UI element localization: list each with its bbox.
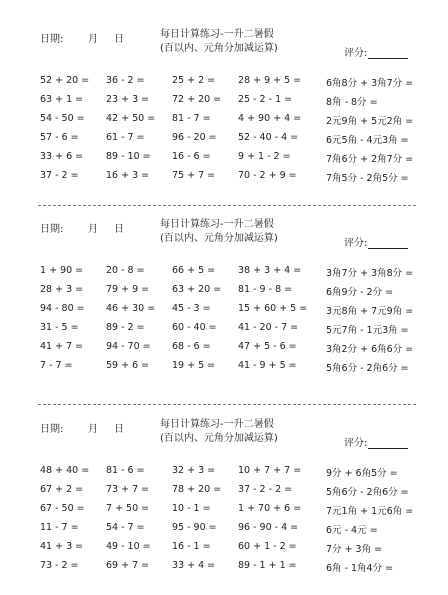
problem: 11 - 7 = [40, 522, 79, 533]
day-label: 日 [114, 224, 124, 235]
problem: 23 + 3 = [106, 94, 150, 105]
problem: 7 + 50 = [106, 503, 150, 514]
day-label: 日 [114, 424, 124, 435]
problem: 75 + 7 = [172, 170, 216, 181]
problem: 3角2分 + 6角6分 = [326, 344, 414, 355]
problem: 3元8角 + 7元9角 = [326, 306, 414, 317]
problem: 47 + 5 - 6 = [238, 341, 297, 352]
problem-row [40, 541, 420, 560]
problem: 6元5角 - 4元3角 = [326, 135, 409, 146]
problem: 89 - 10 = [106, 151, 151, 162]
problem: 73 + 7 = [106, 484, 150, 495]
score-field [344, 234, 408, 249]
problem: 95 - 90 = [172, 522, 217, 533]
problem: 7角6分 + 2角7分 = [326, 154, 414, 165]
problem: 89 - 2 = [106, 322, 145, 333]
problem: 6元 - 4元 = [326, 525, 378, 536]
problem: 6角9分 - 2分 = [326, 287, 394, 298]
worksheet-section-2 [0, 190, 448, 380]
problem-grid [40, 75, 420, 189]
problem-row [40, 560, 420, 579]
problem: 8角 - 8分 = [326, 97, 378, 108]
date-label: 日期: [40, 424, 64, 435]
month-label: 月 [88, 424, 98, 435]
problem-row [40, 484, 420, 503]
problem: 28 + 9 + 5 = [238, 75, 302, 86]
problem: 5角6分 - 2角6分 = [326, 487, 409, 498]
worksheet-title-block [160, 218, 278, 246]
problem: 19 + 5 = [172, 360, 216, 371]
problem: 81 - 7 = [172, 113, 211, 124]
problem-row [40, 360, 420, 379]
date-line [40, 30, 124, 45]
problem: 15 + 60 + 5 = [238, 303, 308, 314]
problem-row [40, 170, 420, 189]
worksheet-section-1 [0, 0, 448, 190]
problem: 94 - 80 = [40, 303, 85, 314]
problem-row [40, 113, 420, 132]
problem: 81 - 9 - 8 = [238, 284, 293, 295]
problem-row [40, 522, 420, 541]
worksheet-subtitle: (百以内、元角分加减运算) [160, 233, 278, 244]
problem: 52 + 20 = [40, 75, 90, 86]
problem: 3角7分 + 3角8分 = [326, 268, 414, 279]
score-label: 评分: [344, 438, 368, 449]
date-line [40, 420, 124, 435]
problem: 67 + 2 = [40, 484, 84, 495]
problem: 16 - 1 = [172, 541, 211, 552]
problem: 54 - 7 = [106, 522, 145, 533]
problem: 69 + 7 = [106, 560, 150, 571]
problem: 60 + 1 - 2 = [238, 541, 297, 552]
problem: 73 - 2 = [40, 560, 79, 571]
problem: 94 - 70 = [106, 341, 151, 352]
problem: 52 - 40 - 4 = [238, 132, 299, 143]
problem: 33 + 6 = [40, 151, 84, 162]
problem: 89 - 1 + 1 = [238, 560, 297, 571]
problem: 1 + 90 = [40, 265, 84, 276]
problem: 78 + 20 = [172, 484, 222, 495]
problem: 7元1角 + 1元6角 = [326, 506, 414, 517]
problem: 70 - 2 + 9 = [238, 170, 297, 181]
score-label: 评分: [344, 48, 368, 59]
problem: 36 - 2 = [106, 75, 145, 86]
problem: 6角8分 + 3角7分 = [326, 78, 414, 89]
problem: 67 - 50 = [40, 503, 85, 514]
problem: 66 + 5 = [172, 265, 216, 276]
problem-row [40, 151, 420, 170]
problem: 7 - 7 = [40, 360, 73, 371]
score-blank[interactable] [368, 48, 408, 59]
problem: 10 + 7 + 7 = [238, 465, 302, 476]
problem: 63 + 20 = [172, 284, 222, 295]
problem: 25 - 2 - 1 = [238, 94, 293, 105]
worksheet-title: 每日计算练习-一升二暑假 [160, 29, 274, 40]
problem-row [40, 322, 420, 341]
problem: 5元7角 - 1元3角 = [326, 325, 409, 336]
problem: 9分 + 6角5分 = [326, 468, 398, 479]
problem-row [40, 303, 420, 322]
problem: 41 - 9 + 5 = [238, 360, 297, 371]
problem: 96 - 90 - 4 = [238, 522, 299, 533]
worksheet-title: 每日计算练习-一升二暑假 [160, 219, 274, 230]
problem: 4 + 90 + 4 = [238, 113, 302, 124]
problem: 42 + 50 = [106, 113, 156, 124]
score-blank[interactable] [368, 438, 408, 449]
problem: 60 - 40 = [172, 322, 217, 333]
problem-row [40, 465, 420, 484]
problem: 54 - 50 = [40, 113, 85, 124]
problem: 37 - 2 - 2 = [238, 484, 293, 495]
day-label: 日 [114, 34, 124, 45]
score-field [344, 434, 408, 449]
problem: 49 - 10 = [106, 541, 151, 552]
worksheet-title-block [160, 418, 278, 446]
score-label: 评分: [344, 238, 368, 249]
problem: 41 + 7 = [40, 341, 84, 352]
problem: 2元9角 + 5元2角 = [326, 116, 414, 127]
problem: 16 + 3 = [106, 170, 150, 181]
problem: 5角6分 - 2角6分 = [326, 363, 409, 374]
problem: 57 - 6 = [40, 132, 79, 143]
worksheet-subtitle: (百以内、元角分加减运算) [160, 43, 278, 54]
problem: 25 + 2 = [172, 75, 216, 86]
date-line [40, 220, 124, 235]
month-label: 月 [88, 224, 98, 235]
problem: 1 + 70 + 6 = [238, 503, 302, 514]
problem: 32 + 3 = [172, 465, 216, 476]
problem: 31 - 5 = [40, 322, 79, 333]
problem: 7角5分 - 2角5分 = [326, 173, 409, 184]
problem: 28 + 3 = [40, 284, 84, 295]
problem: 7分 + 3角 = [326, 544, 383, 555]
problem-row [40, 503, 420, 522]
problem: 59 + 6 = [106, 360, 150, 371]
score-blank[interactable] [368, 238, 408, 249]
problem: 9 + 1 - 2 = [238, 151, 291, 162]
problem: 20 - 8 = [106, 265, 145, 276]
problem: 72 + 20 = [172, 94, 222, 105]
problem: 33 + 4 = [172, 560, 216, 571]
problem: 48 + 40 = [40, 465, 90, 476]
problem: 41 - 20 - 7 = [238, 322, 299, 333]
worksheet-title: 每日计算练习-一升二暑假 [160, 419, 274, 430]
problem: 46 + 30 = [106, 303, 156, 314]
problem-row [40, 132, 420, 151]
problem: 79 + 9 = [106, 284, 150, 295]
problem-row [40, 265, 420, 284]
problem: 38 + 3 + 4 = [238, 265, 302, 276]
problem-grid [40, 265, 420, 379]
problem: 61 - 7 = [106, 132, 145, 143]
problem-row [40, 341, 420, 360]
problem: 16 - 6 = [172, 151, 211, 162]
problem: 6角 - 1角4分 = [326, 563, 394, 574]
worksheet-subtitle: (百以内、元角分加减运算) [160, 433, 278, 444]
problem-row [40, 284, 420, 303]
problem: 63 + 1 = [40, 94, 84, 105]
problem-row [40, 75, 420, 94]
problem-grid [40, 465, 420, 579]
worksheet-title-block [160, 28, 278, 56]
score-field [344, 44, 408, 59]
problem: 96 - 20 = [172, 132, 217, 143]
date-label: 日期: [40, 224, 64, 235]
problem-row [40, 94, 420, 113]
problem: 45 - 3 = [172, 303, 211, 314]
date-label: 日期: [40, 34, 64, 45]
problem: 41 + 3 = [40, 541, 84, 552]
problem: 68 - 6 = [172, 341, 211, 352]
problem: 81 - 6 = [106, 465, 145, 476]
problem: 37 - 2 = [40, 170, 79, 181]
problem: 10 - 1 = [172, 503, 211, 514]
month-label: 月 [88, 34, 98, 45]
worksheet-section-3 [0, 390, 448, 580]
